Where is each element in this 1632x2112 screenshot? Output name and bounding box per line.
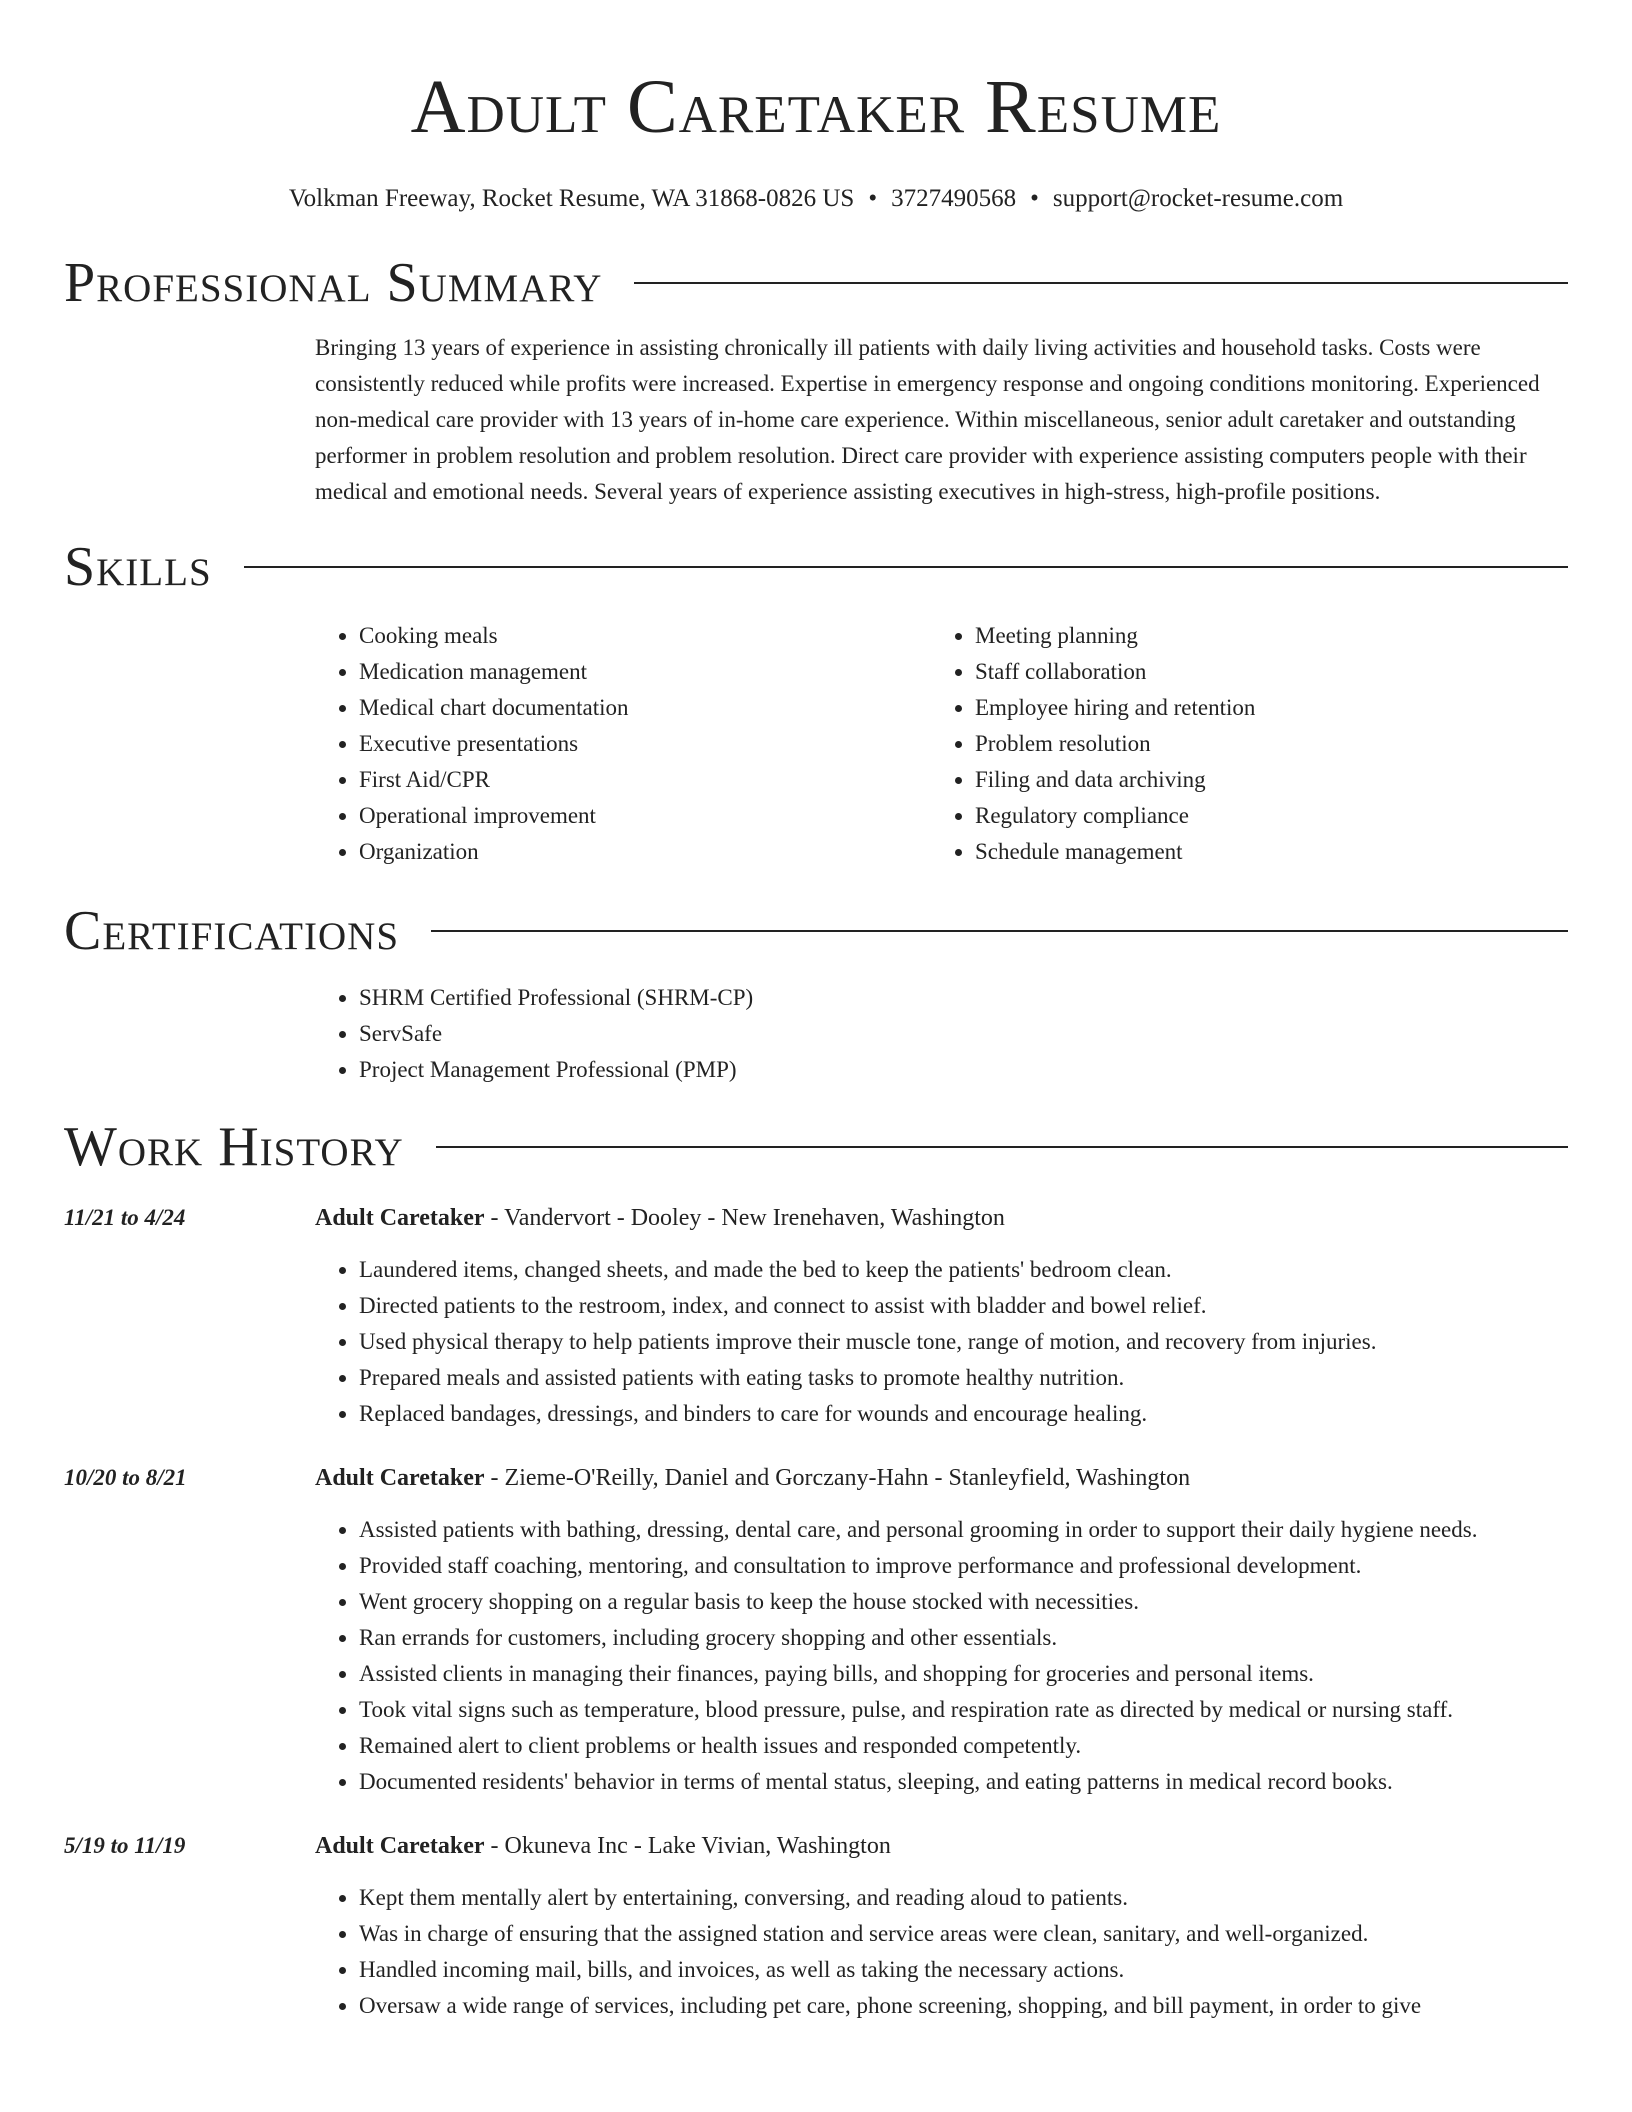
job-entry bbox=[64, 1460, 1568, 1800]
skill-item: • Executive presentations bbox=[359, 726, 931, 762]
job-bullet: • Kept them mentally alert by entertaining, conversing, and reading aloud to patients. bbox=[359, 1880, 1568, 1916]
contact-phone: 3727490568 bbox=[891, 185, 1017, 212]
certifications-list bbox=[315, 980, 1568, 1088]
skills-section bbox=[315, 618, 1568, 870]
summary-text: Bringing 13 years of experience in assisting chronically ill patients with daily living activities and household tasks. Costs were consistently reduced while profits were increased. Expertise in emergency response and ongoing conditions monitoring. Experienced non-medical care provider with 13 years of in-home care experience. Within miscellaneous, senior adult caretaker and outstanding performer in problem resolution and problem resolution. Direct care provider with experience assisting computers people with their medical and emotional needs. Several years of experience assisting executives in high-stress, high-profile positions. bbox=[315, 335, 1540, 504]
skill-item: • Schedule management bbox=[975, 834, 1547, 870]
section-divider bbox=[634, 282, 1568, 284]
section-divider bbox=[244, 566, 1568, 568]
job-title: Adult Caretaker bbox=[315, 1205, 485, 1231]
skill-item: • Staff collaboration bbox=[975, 654, 1547, 690]
skills-list-right bbox=[931, 618, 1547, 870]
work-history-heading: Work History bbox=[64, 1116, 404, 1178]
skill-item: • Meeting planning bbox=[975, 618, 1547, 654]
job-bullet: • Documented residents' behavior in terms of mental status, sleeping, and eating patterns in medical record books. bbox=[359, 1764, 1568, 1800]
job-bullet: • Assisted patients with bathing, dressing, dental care, and personal grooming in order to support their daily hygiene needs. bbox=[359, 1512, 1568, 1548]
skill-item: • Cooking meals bbox=[359, 618, 931, 654]
job-bullet: • Prepared meals and assisted patients with eating tasks to promote healthy nutrition. bbox=[359, 1360, 1568, 1396]
job-bullets bbox=[315, 1880, 1568, 2024]
job-title: Adult Caretaker bbox=[315, 1833, 485, 1859]
job-entry bbox=[64, 1200, 1568, 1432]
job-employer: - Okuneva Inc - Lake Vivian, Washington bbox=[484, 1833, 891, 1859]
job-entry bbox=[64, 1828, 1568, 2024]
summary-heading: Professional Summary bbox=[64, 252, 603, 314]
skills-list-left bbox=[315, 618, 931, 870]
work-history-section-header bbox=[64, 1114, 1568, 1180]
job-employer: - Vandervort - Dooley - New Irenehaven, Washington bbox=[484, 1205, 1005, 1231]
job-details bbox=[315, 1828, 1568, 2024]
resume-title: Adult Caretaker Resume bbox=[410, 65, 1222, 149]
skill-item: • Medical chart documentation bbox=[359, 690, 931, 726]
contact-email: support@rocket-resume.com bbox=[1052, 185, 1344, 212]
job-bullets bbox=[315, 1512, 1568, 1800]
certification-item: • Project Management Professional (PMP) bbox=[359, 1052, 1568, 1088]
skill-item: • Employee hiring and retention bbox=[975, 690, 1547, 726]
job-bullet: • Laundered items, changed sheets, and made the bed to keep the patients' bedroom clean. bbox=[359, 1252, 1568, 1288]
section-divider bbox=[436, 1146, 1568, 1148]
job-dates: 10/20 to 8/21 bbox=[64, 1465, 187, 1490]
summary-section bbox=[315, 330, 1568, 510]
certification-item: • SHRM Certified Professional (SHRM-CP) bbox=[359, 980, 1568, 1016]
skills-column-left bbox=[315, 618, 931, 870]
job-bullet: • Directed patients to the restroom, index, and connect to assist with bladder and bowel relief. bbox=[359, 1288, 1568, 1324]
skill-item: • First Aid/CPR bbox=[359, 762, 931, 798]
resume-page bbox=[64, 0, 1568, 2024]
job-heading bbox=[315, 1828, 1568, 1864]
job-dates: 5/19 to 11/19 bbox=[64, 1833, 186, 1858]
skill-item: • Medication management bbox=[359, 654, 931, 690]
skills-columns bbox=[315, 618, 1568, 870]
job-employer: - Zieme-O'Reilly, Daniel and Gorczany-Hahn - Stanleyfield, Washington bbox=[484, 1465, 1191, 1491]
skills-section-header bbox=[64, 534, 1568, 600]
job-details bbox=[315, 1200, 1568, 1432]
section-divider bbox=[431, 930, 1568, 932]
contact-address: Volkman Freeway, Rocket Resume, WA 31868-0826 US bbox=[288, 185, 855, 212]
skills-column-right bbox=[931, 618, 1547, 870]
resume-header bbox=[64, 0, 1568, 214]
certification-item: • ServSafe bbox=[359, 1016, 1568, 1052]
skill-item: • Filing and data archiving bbox=[975, 762, 1547, 798]
job-bullet: • Replaced bandages, dressings, and binders to care for wounds and encourage healing. bbox=[359, 1396, 1568, 1432]
job-bullet: • Oversaw a wide range of services, including pet care, phone screening, shopping, and bill payment, in order to give bbox=[359, 1988, 1568, 2024]
contact-separator: • bbox=[868, 185, 878, 212]
skill-item: • Problem resolution bbox=[975, 726, 1547, 762]
job-heading bbox=[315, 1460, 1568, 1496]
job-bullets bbox=[315, 1252, 1568, 1432]
skill-item: • Operational improvement bbox=[359, 798, 931, 834]
job-bullet: • Ran errands for customers, including grocery shopping and other essentials. bbox=[359, 1620, 1568, 1656]
job-bullet: • Provided staff coaching, mentoring, and consultation to improve performance and professional development. bbox=[359, 1548, 1568, 1584]
summary-section-header bbox=[64, 250, 1568, 316]
job-dates: 11/21 to 4/24 bbox=[64, 1205, 186, 1230]
job-bullet: • Remained alert to client problems or health issues and responded competently. bbox=[359, 1728, 1568, 1764]
job-details bbox=[315, 1460, 1568, 1800]
contact-line bbox=[64, 184, 1568, 214]
contact-separator: • bbox=[1030, 185, 1039, 212]
skills-heading: Skills bbox=[64, 536, 212, 598]
job-bullet: • Assisted clients in managing their finances, paying bills, and shopping for groceries and personal items. bbox=[359, 1656, 1568, 1692]
certifications-heading: Certifications bbox=[64, 900, 400, 962]
certifications-section-header bbox=[64, 898, 1568, 964]
job-bullet: • Went grocery shopping on a regular basis to keep the house stocked with necessities. bbox=[359, 1584, 1568, 1620]
job-bullet: • Used physical therapy to help patients improve their muscle tone, range of motion, and recovery from injuries. bbox=[359, 1324, 1568, 1360]
job-bullet: • Was in charge of ensuring that the assigned station and service areas were clean, sanitary, and well-organized. bbox=[359, 1916, 1568, 1952]
skill-item: • Organization bbox=[359, 834, 931, 870]
job-heading bbox=[315, 1200, 1568, 1236]
job-title: Adult Caretaker bbox=[315, 1465, 485, 1491]
certifications-section bbox=[315, 980, 1568, 1088]
job-bullet: • Handled incoming mail, bills, and invoices, as well as taking the necessary actions. bbox=[359, 1952, 1568, 1988]
skill-item: • Regulatory compliance bbox=[975, 798, 1547, 834]
job-bullet: • Took vital signs such as temperature, blood pressure, pulse, and respiration rate as directed by medical or nursing staff. bbox=[359, 1692, 1568, 1728]
